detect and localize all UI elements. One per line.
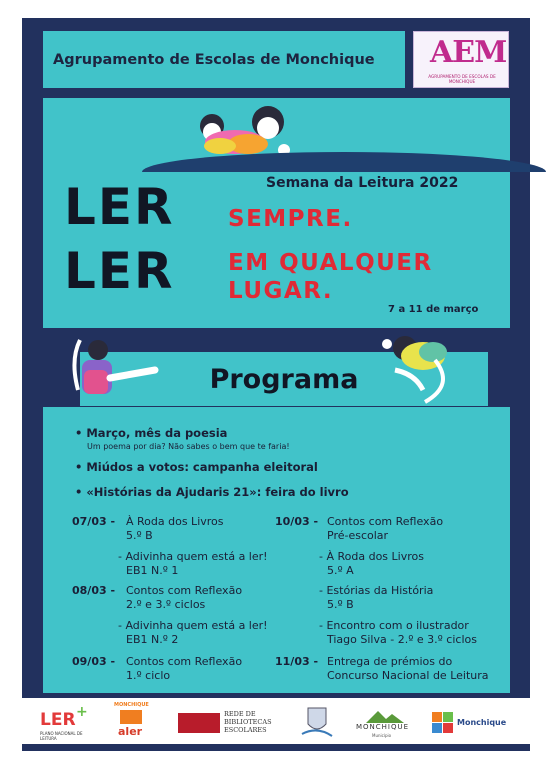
plus-icon: + xyxy=(76,704,88,720)
municipio-logo-word: MONCHIQUE xyxy=(356,723,410,731)
ler-word-1: LER xyxy=(64,178,175,236)
schedule-item-detail: EB1 N.º 2 xyxy=(126,633,179,646)
pnl-logo xyxy=(40,706,90,742)
schedule-date: 09/03 - xyxy=(72,655,116,668)
aler-logo xyxy=(112,702,152,744)
logo-square-green xyxy=(443,712,453,722)
schedule-left-2 xyxy=(72,584,243,611)
schedule-item-detail: Concurso Nacional de Leitura xyxy=(327,669,489,682)
schedule-item: - Estórias da História xyxy=(319,584,434,597)
event-title: Semana da Leitura 2022 xyxy=(266,175,459,191)
schedule-date: 11/03 - xyxy=(275,655,319,668)
schedule-item-detail: 5.º B xyxy=(327,598,354,611)
schedule-item: - À Roda dos Livros xyxy=(319,550,424,563)
aem-logo-word: AEM xyxy=(430,35,507,70)
rbe-logo-mark xyxy=(178,713,220,733)
schedule-date: 08/03 - xyxy=(72,584,116,597)
schedule-date: 07/03 - xyxy=(72,515,116,528)
schedule-item-detail: 1.º ciclo xyxy=(126,669,171,682)
schedule-item: - Adivinha quem está a ler! xyxy=(118,550,268,563)
schedule-date: 10/03 - xyxy=(275,515,319,528)
municipal-crest xyxy=(298,704,336,742)
logo-square-blue xyxy=(432,723,442,733)
slogan-line-2: EM QUALQUER xyxy=(228,250,433,276)
schedule-item-detail: 5.º A xyxy=(327,564,354,577)
pnl-logo-text: PLANO NACIONAL DE LEITURA xyxy=(40,731,83,741)
municipio-logo xyxy=(352,708,418,740)
schedule-item: - Encontro com o ilustrador xyxy=(319,619,469,632)
bullet-poesia-text: Março, mês da poesia xyxy=(86,426,228,440)
left-kid-illustration xyxy=(60,330,160,410)
schedule-item: Contos com Reflexão xyxy=(126,655,243,668)
ler-word-2: LER xyxy=(64,242,175,300)
bullet-feira: • «Histórias da Ajudaris 21»: feira do livro xyxy=(75,485,349,499)
aem-logo-subtitle: AGRUPAMENTO DE ESCOLAS DE MONCHIQUE xyxy=(428,74,496,84)
aem-logo xyxy=(413,31,509,88)
mountain-icon xyxy=(352,709,418,723)
schedule-item-detail: 2.º e 3.º ciclos xyxy=(126,598,206,611)
bullet-votos-text: Miúdos a votos: campanha eleitoral xyxy=(86,460,318,474)
schedule-left-0 xyxy=(72,515,224,542)
aler-logo-top: MONCHIQUE xyxy=(114,702,149,708)
bullet-votos: • Miúdos a votos: campanha eleitoral xyxy=(75,460,318,474)
header-panel xyxy=(43,31,405,88)
schedule-item: Contos com Reflexão xyxy=(126,584,243,597)
schedule-item-detail: Pré-escolar xyxy=(327,529,389,542)
slogan-line-3: LUGAR. xyxy=(228,278,334,304)
school-title: Agrupamento de Escolas de Monchique xyxy=(53,51,375,68)
bullet-poesia: • Março, mês da poesia xyxy=(75,426,228,440)
logo-square-red xyxy=(443,723,453,733)
slogan-line-1: SEMPRE. xyxy=(228,206,353,232)
schedule-item: À Roda dos Livros xyxy=(126,515,224,528)
right-kid-illustration xyxy=(375,330,465,410)
monchique-app-word: Monchique xyxy=(457,718,507,727)
schedule-item: Entrega de prémios do xyxy=(327,655,453,668)
schedule-right-0 xyxy=(275,515,444,542)
rbe-logo-text: REDE DE BIBLIOTECAS ESCOLARES xyxy=(224,710,272,734)
schedule-item: - Adivinha quem está a ler! xyxy=(118,619,268,632)
programa-title: Programa xyxy=(209,363,359,395)
schedule-left-4 xyxy=(72,655,243,682)
logo-square-orange xyxy=(432,712,442,722)
schedule-item-detail: EB1 N.º 1 xyxy=(126,564,179,577)
municipio-logo-sub: Município xyxy=(372,733,392,738)
bullet-poesia-sub: Um poema por dia? Não sabes o bem que te faria! xyxy=(87,442,290,451)
pnl-logo-word: LER xyxy=(40,710,76,730)
schedule-item: Contos com Reflexão xyxy=(327,515,444,528)
rbe-logo xyxy=(178,710,272,738)
event-dates: 7 a 11 de março xyxy=(388,304,479,315)
aler-logo-word: aler xyxy=(118,725,143,738)
schedule-item-detail: Tiago Silva - 2.º e 3.º ciclos xyxy=(327,633,477,646)
monchique-app-logo xyxy=(432,710,512,738)
schedule-right-4 xyxy=(275,655,489,682)
aler-logo-mark xyxy=(120,710,142,724)
bullet-feira-text: «Histórias da Ajudaris 21»: feira do livro xyxy=(86,485,349,499)
schedule-item-detail: 5.º B xyxy=(126,529,153,542)
footer-bar xyxy=(22,744,530,751)
